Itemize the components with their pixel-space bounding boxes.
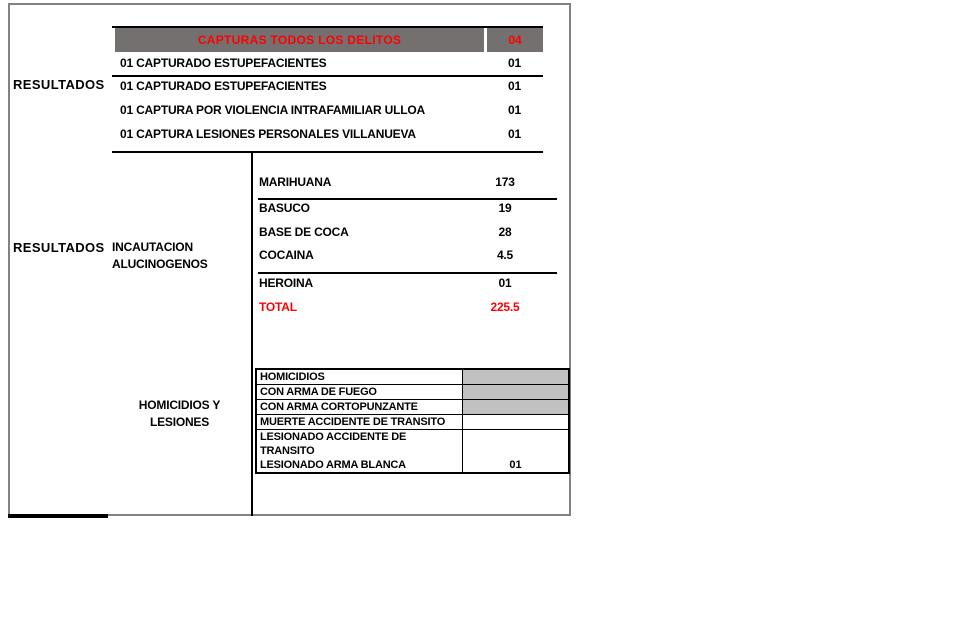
homicides-merged-label	[257, 430, 463, 472]
table-row	[257, 370, 568, 385]
homicides-row-value	[463, 415, 568, 429]
seizure-row-value: 173	[495, 175, 515, 189]
homicides-row-label: CON ARMA DE FUEGO	[257, 385, 463, 399]
section2-line-1	[258, 198, 557, 200]
capturas-header-value: 04	[508, 33, 522, 47]
table-row	[257, 385, 568, 400]
column-divider	[251, 151, 253, 516]
capturas-header-title: CAPTURAS TODOS LOS DELITOS	[197, 33, 402, 47]
homicides-row-value	[463, 370, 568, 384]
table-row-merged	[257, 430, 568, 472]
capture-row-label: 01 CAPTURADO ESTUPEFACIENTES	[120, 79, 327, 93]
capture-row-label: 01 CAPTURA POR VIOLENCIA INTRAFAMILIAR ULLOA	[120, 103, 425, 117]
capture-row-value: 01	[508, 56, 521, 70]
homicides-table	[255, 368, 570, 474]
seizure-row-value: 01	[498, 276, 512, 290]
section1-mid-line	[112, 75, 543, 77]
seizure-row-label: HEROINA	[259, 276, 313, 290]
section2-category-line1: INCAUTACION	[112, 240, 193, 254]
capture-row-label: 01 CAPTURA LESIONES PERSONALES VILLANUEVA	[120, 127, 416, 141]
homicides-row-value	[463, 400, 568, 414]
seizure-row-label: BASE DE COCA	[259, 225, 349, 239]
homicides-row-label: CON ARMA CORTOPUNZANTE	[257, 400, 463, 414]
homicides-merged-value: 01	[509, 459, 522, 471]
homicides-row-value	[463, 385, 568, 399]
section2-category-line2: ALUCINOGENOS	[112, 257, 208, 271]
seizure-row-value: 19	[498, 201, 512, 215]
seizure-row-label: MARIHUANA	[259, 175, 332, 189]
capture-row-label: 01 CAPTURADO ESTUPEFACIENTES	[120, 56, 327, 70]
table-row	[257, 400, 568, 415]
merged-label-line: TRANSITO	[260, 445, 315, 457]
seizure-row-value: 28	[498, 225, 512, 239]
seizure-total-label: TOTAL	[259, 300, 297, 314]
section2-line-2	[258, 272, 557, 274]
section3-category-line2: LESIONES	[149, 415, 210, 429]
seizure-total-value: 225.5	[490, 300, 520, 314]
section1-bottom-line	[112, 151, 543, 153]
homicides-row-label: HOMICIDIOS	[257, 370, 463, 384]
capture-row-value: 01	[508, 127, 521, 141]
table-row	[257, 415, 568, 430]
seizure-row-label: BASUCO	[259, 201, 310, 215]
seizure-row-label: COCAINA	[259, 248, 314, 262]
seizure-row-value: 4.5	[496, 248, 514, 262]
capture-row-value: 01	[508, 79, 521, 93]
merged-label-line: LESIONADO ARMA BLANCA	[260, 459, 406, 471]
capture-row-value: 01	[508, 103, 521, 117]
section3-category-line1: HOMICIDIOS Y	[138, 398, 221, 412]
homicides-row-label: MUERTE ACCIDENTE DE TRANSITO	[257, 415, 463, 429]
merged-label-line: LESIONADO ACCIDENTE DE	[260, 431, 407, 443]
section2-row-label: RESULTADOS	[13, 240, 105, 255]
capturas-header-row	[115, 28, 543, 52]
section1-row-label: RESULTADOS	[13, 77, 105, 92]
bottom-left-border-segment	[8, 514, 108, 518]
